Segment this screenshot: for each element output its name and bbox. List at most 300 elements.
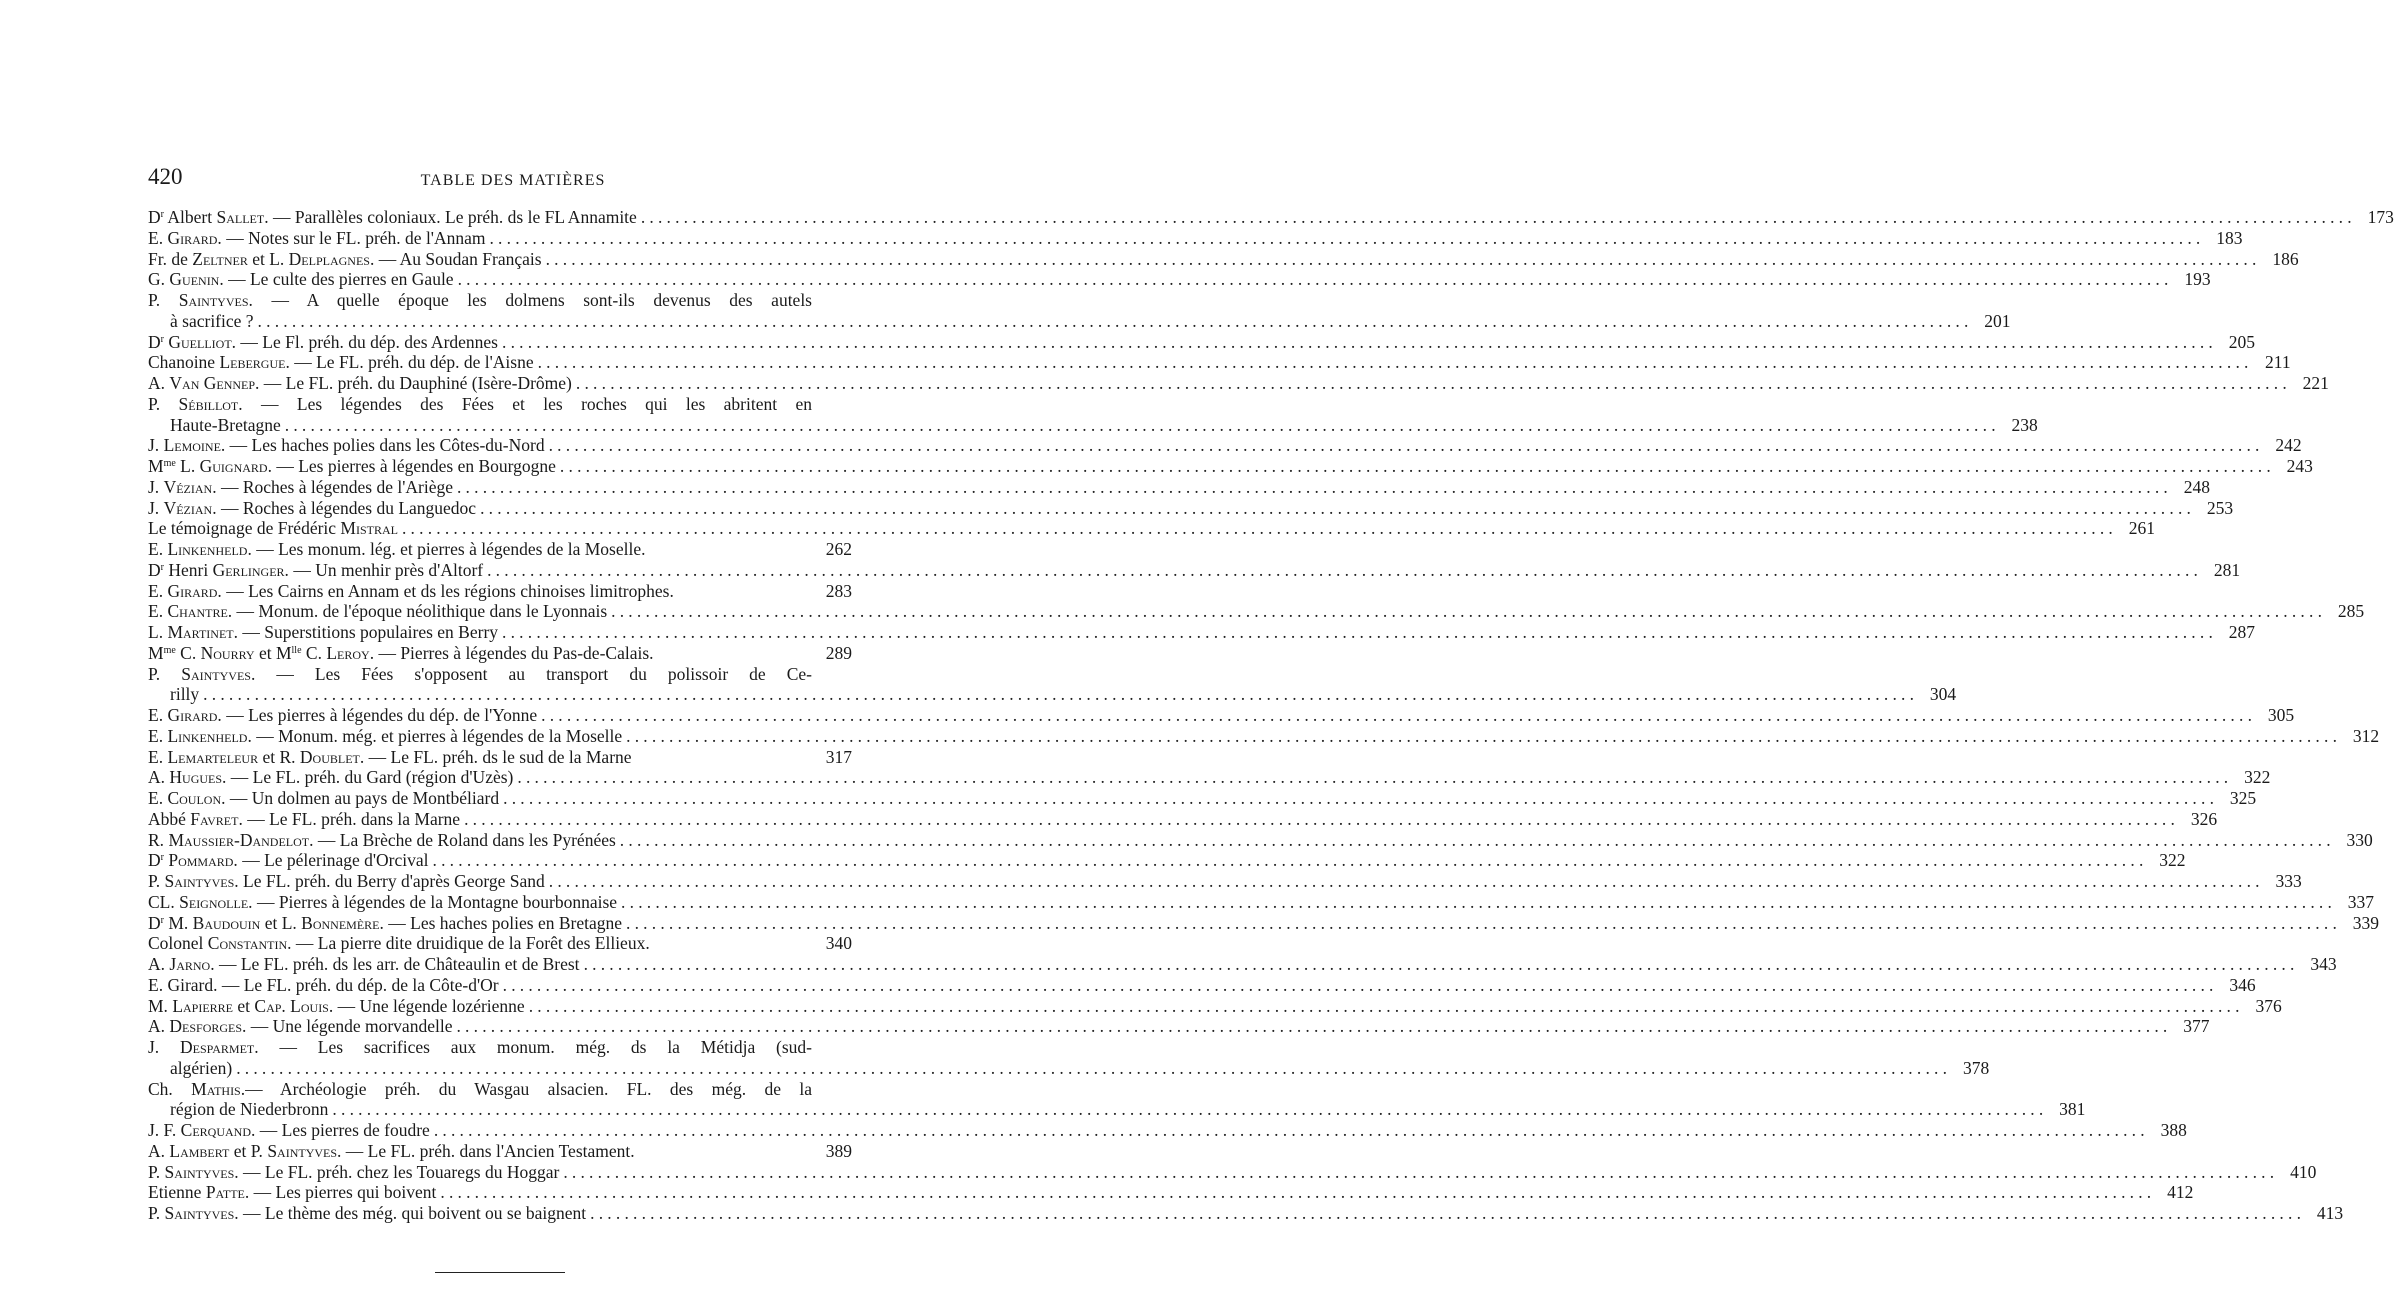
toc-entry	[148, 871, 2302, 892]
dot-leader: ........................................................................................................................................................................................................	[548, 435, 2264, 456]
author-name: Martinet.	[167, 622, 238, 642]
toc-entry	[148, 1120, 2187, 1141]
entry-line	[148, 1161, 2317, 1183]
entry-fragment: — Parallèles coloniaux. Le préh. ds le FL Annamite	[268, 207, 637, 227]
entry-text	[148, 456, 556, 477]
entry-text	[148, 788, 499, 809]
entry-line	[148, 539, 852, 560]
toc-entry	[148, 747, 852, 768]
entry-fragment: — Un menhir près d'Altorf	[288, 559, 484, 580]
entry-fragment: — Le thème des még. qui boivent ou se baignent	[238, 1203, 587, 1223]
entry-page: 183	[2216, 227, 2243, 248]
entry-page: 304	[1929, 684, 1957, 705]
entry-text	[148, 394, 852, 415]
entry-fragment: C.	[301, 642, 327, 663]
entry-text	[148, 850, 429, 871]
entry-text	[148, 332, 498, 353]
entry-text	[148, 892, 617, 913]
entry-fragment: P.	[148, 1203, 165, 1223]
entry-text	[148, 435, 545, 456]
toc-entry	[148, 248, 2299, 270]
toc-entry	[148, 1037, 1990, 1079]
dot-leader: ........................................................................................................................................................................................................	[626, 912, 2342, 933]
author-name: Guenin.	[169, 269, 224, 290]
entry-text	[148, 705, 537, 726]
entry-page: 340	[825, 933, 852, 954]
dot-leader: ........................................................................................................................................................................................................	[611, 601, 2327, 622]
author-name: Vézian.	[163, 476, 217, 497]
dot-leader: ........................................................................................................................................................................................................	[284, 414, 2000, 435]
dot-leader: ........................................................................................................................................................................................................	[583, 954, 2299, 974]
entry-fragment: M.	[163, 912, 193, 933]
dot-leader: ........................................................................................................................................................................................................	[621, 891, 2337, 912]
entry-text	[148, 477, 453, 498]
entry-line	[148, 871, 2302, 892]
entry-page: 186	[2272, 248, 2299, 269]
toc-entry	[148, 954, 2337, 975]
entry-fragment: — Un dolmen au pays de Montbéliard	[225, 788, 500, 808]
entry-fragment: — Les sacrifices aux monum. még. ds la Métidja (sud-	[258, 1037, 813, 1057]
entry-fragment: M	[148, 642, 164, 663]
toc-entry	[148, 622, 2256, 643]
entry-page: 238	[2011, 414, 2038, 435]
entry-text	[148, 207, 637, 228]
entry-continuation	[148, 1057, 1990, 1079]
entry-fragment: J.	[148, 1037, 181, 1057]
dot-leader: ........................................................................................................................................................................................................	[619, 829, 2335, 850]
author-name: Lemoine.	[163, 435, 226, 456]
entry-page: 317	[825, 746, 852, 767]
entry-fragment: — Le culte des pierres en Gaule	[223, 269, 454, 290]
entry-text: Haute-Bretagne	[170, 414, 281, 435]
footer-rule	[435, 1272, 565, 1273]
spacer	[674, 581, 814, 602]
entry-text	[148, 664, 852, 685]
author-name: Nourry	[200, 642, 255, 663]
entry-text	[148, 518, 398, 539]
dot-leader: ........................................................................................................................................................................................................	[502, 622, 2218, 642]
dot-leader: ........................................................................................................................................................................................................	[502, 974, 2218, 995]
entry-line	[148, 269, 2211, 290]
toc-entry	[148, 1203, 2344, 1224]
author-name: Leroy.	[326, 642, 375, 663]
entry-fragment: — Le FL. préh. du Gard (région d'Uzès)	[226, 767, 514, 788]
toc-entry	[148, 1182, 2194, 1203]
toc-entry	[148, 1016, 2210, 1037]
author-name: Girard.	[167, 227, 222, 248]
superscript: r	[160, 914, 164, 926]
entry-line	[148, 435, 2302, 456]
entry-fragment: CL.	[148, 891, 180, 912]
entry-line	[148, 290, 852, 311]
author-name: Patte.	[205, 1182, 250, 1203]
entry-fragment: J. F.	[148, 1120, 181, 1140]
entry-line	[148, 497, 2234, 519]
entry-text	[148, 747, 632, 768]
entry-text	[148, 767, 513, 788]
author-name: Linkenheld.	[167, 539, 252, 559]
dot-leader: ........................................................................................................................................................................................................	[456, 476, 2172, 497]
entry-line	[148, 1141, 852, 1162]
entry-continuation	[148, 1099, 2086, 1120]
dot-leader: ........................................................................................................................................................................................................	[626, 725, 2342, 746]
toc-entry	[148, 456, 2313, 477]
entry-page: 412	[2167, 1182, 2194, 1203]
entry-fragment: E.	[148, 746, 168, 767]
entry-fragment: J.	[148, 476, 164, 497]
toc-entry	[148, 808, 2218, 830]
entry-page: 262	[825, 539, 852, 559]
dot-leader: ........................................................................................................................................................................................................	[517, 767, 2233, 788]
entry-fragment: Colonel	[148, 933, 208, 954]
entry-page: 305	[2267, 705, 2295, 725]
entry-text	[148, 601, 607, 622]
entry-text	[148, 581, 674, 602]
spacer	[645, 539, 814, 560]
entry-page: 389	[825, 1140, 852, 1161]
dot-leader: ........................................................................................................................................................................................................	[464, 808, 2180, 829]
entry-page: 330	[2346, 829, 2373, 850]
entry-fragment: P.	[148, 393, 179, 414]
entry-line	[148, 664, 852, 685]
entry-page: 281	[2213, 559, 2241, 580]
entry-fragment: et R.	[258, 746, 300, 767]
entry-fragment: P.	[148, 871, 165, 891]
toc-entry	[148, 518, 2155, 539]
author-name: Bonnemère.	[301, 912, 384, 933]
toc-entry	[148, 435, 2302, 456]
dot-leader: ........................................................................................................................................................................................................	[640, 207, 2356, 227]
author-name: Lebergue.	[219, 352, 290, 373]
entry-line	[148, 581, 852, 602]
entry-line	[148, 518, 2155, 539]
entry-fragment: — A quelle époque les dolmens sont-ils devenus des autels	[252, 290, 812, 310]
entry-page: 378	[1962, 1057, 1990, 1078]
dot-leader: ........................................................................................................................................................................................................	[332, 1099, 2048, 1120]
entry-fragment: — Les haches polies en Bretagne	[383, 912, 623, 933]
dot-leader: ........................................................................................................................................................................................................	[433, 1120, 2149, 1140]
toc-entry	[148, 725, 2380, 747]
entry-fragment: A.	[148, 1140, 170, 1161]
entry-fragment: Henri	[163, 559, 213, 580]
entry-page: 333	[2275, 871, 2302, 891]
entry-fragment: L.	[148, 622, 168, 642]
entry-page: 193	[2184, 269, 2211, 290]
entry-text	[148, 249, 542, 270]
author-name: Saintyves.	[164, 1161, 239, 1182]
entry-fragment: Le FL. préh. du Berry d'après George Sand	[238, 871, 545, 891]
entry-line	[148, 808, 2218, 830]
author-name: Mistral	[340, 518, 398, 539]
entry-line	[148, 705, 2295, 726]
entry-fragment: — Les Fées s'opposent au transport du polissoir de Ce-	[255, 663, 813, 684]
entry-line	[148, 227, 2243, 249]
author-name: Van Gennep.	[169, 373, 260, 393]
toc-entry	[148, 767, 2271, 788]
entry-fragment: Etienne	[148, 1182, 206, 1203]
author-name: Gerlinger.	[212, 559, 289, 580]
author-name: Saintyves.	[267, 1140, 342, 1161]
entry-text	[148, 954, 580, 975]
toc-entry	[148, 352, 2291, 373]
entry-text	[148, 1079, 852, 1100]
author-name: Coulon.	[167, 788, 226, 808]
toc-entry	[148, 891, 2375, 913]
author-name: Saintyves.	[178, 290, 253, 310]
entry-fragment: — Roches à légendes de l'Ariège	[216, 476, 453, 497]
entry-fragment: — La pierre dite druidique de la Forêt des Ellieux.	[291, 933, 650, 954]
entry-continuation	[148, 684, 1957, 705]
toc-entry	[148, 207, 2394, 228]
entry-line	[148, 643, 852, 664]
entry-page: 376	[2255, 995, 2282, 1016]
entry-fragment: — Les pierres à légendes en Bourgogne	[271, 456, 556, 476]
author-name: Zeltner	[192, 248, 248, 269]
dot-leader: ........................................................................................................................................................................................................	[545, 248, 2261, 269]
author-name: Vézian.	[163, 497, 217, 518]
toc-entry	[148, 559, 2241, 581]
entry-line	[148, 912, 2380, 934]
entry-page: 285	[2337, 601, 2365, 622]
author-name: Chantre.	[167, 601, 233, 622]
entry-text	[148, 996, 525, 1017]
entry-line	[148, 974, 2256, 996]
toc-entry	[148, 497, 2234, 519]
toc-entry	[148, 1078, 2086, 1121]
entry-line	[148, 1016, 2210, 1037]
toc-entry	[148, 974, 2256, 996]
entry-fragment: et	[233, 995, 255, 1016]
entry-line	[148, 1182, 2194, 1203]
entry-fragment: C.	[175, 642, 201, 663]
author-name: Mathis.	[191, 1078, 246, 1099]
author-name: Desparmet.	[180, 1037, 259, 1057]
author-name: Sallet.	[216, 207, 269, 227]
entry-page: 326	[2190, 808, 2218, 829]
dot-leader: ........................................................................................................................................................................................................	[575, 373, 2291, 393]
toc-entry	[148, 373, 2329, 394]
entry-text	[148, 352, 534, 373]
entry-text: algérien)	[170, 1057, 233, 1078]
dot-leader: ........................................................................................................................................................................................................	[487, 559, 2203, 580]
entry-page: 381	[2059, 1099, 2086, 1120]
entry-text	[148, 228, 485, 249]
author-name: Favret.	[190, 808, 243, 829]
toc-entry	[148, 663, 1957, 706]
entry-fragment: D	[148, 850, 161, 871]
dot-leader: ........................................................................................................................................................................................................	[590, 1203, 2306, 1223]
entry-fragment: — Le FL. préh. dans la Marne	[242, 808, 461, 829]
entry-text	[148, 1016, 452, 1037]
author-name: Sébillot.	[178, 393, 243, 414]
entry-line	[148, 850, 2186, 871]
entry-fragment: R.	[148, 829, 169, 850]
superscript: me	[163, 644, 176, 656]
dot-leader: ........................................................................................................................................................................................................	[537, 352, 2253, 373]
entry-text	[148, 1203, 586, 1224]
entry-fragment: A.	[148, 954, 170, 974]
entry-page: 242	[2275, 435, 2302, 456]
entry-fragment: — Les pierres qui boivent	[249, 1182, 437, 1203]
entry-line	[148, 1079, 852, 1100]
spacer	[654, 643, 814, 664]
entry-fragment: A.	[148, 1016, 170, 1037]
entry-fragment: — Le FL. préh. du Dauphiné (Isère-Drôme)	[259, 373, 572, 393]
entry-fragment: — Au Soudan Français	[374, 248, 542, 269]
entry-fragment: — Le FL. préh. du dép. de l'Aisne	[289, 352, 534, 373]
toc-entry	[148, 227, 2243, 249]
spacer	[650, 933, 814, 954]
entry-continuation	[148, 310, 2011, 332]
author-name: Lapierre	[172, 995, 234, 1016]
entry-line	[148, 248, 2299, 270]
entry-fragment: D	[148, 207, 161, 227]
entry-page: 243	[2286, 456, 2313, 476]
entry-fragment: A.	[148, 767, 170, 788]
entry-fragment: — La Brèche de Roland dans les Pyrénées	[313, 829, 616, 850]
spacer	[635, 1141, 814, 1162]
entry-line	[148, 954, 2337, 975]
entry-line	[148, 1203, 2344, 1224]
superscript: lle	[291, 644, 302, 656]
entry-fragment: Chanoine	[148, 352, 220, 373]
entry-fragment: J.	[148, 497, 164, 518]
entry-page: 287	[2228, 622, 2256, 642]
entry-line	[148, 1037, 852, 1058]
entry-text	[148, 871, 545, 892]
toc-entry	[148, 788, 2257, 809]
entry-fragment: E.	[148, 227, 168, 248]
dot-leader: ........................................................................................................................................................................................................	[541, 705, 2257, 725]
superscript: me	[163, 458, 176, 469]
entry-fragment: — Monum. még. et pierres à légendes de la Moselle	[251, 725, 623, 746]
dot-leader: ........................................................................................................................................................................................................	[548, 871, 2264, 891]
entry-fragment: E.	[148, 705, 168, 725]
entry-page: 205	[2228, 331, 2255, 352]
entry-fragment: D	[148, 331, 161, 352]
entry-line	[148, 622, 2256, 643]
entry-fragment: E. Girard. — Le FL. préh. du dép. de la Côte-d'Or	[148, 974, 499, 995]
entry-line	[148, 476, 2210, 498]
entry-fragment: — Les légendes des Fées et les roches qui les abritent en	[242, 393, 813, 414]
entry-text	[148, 1120, 430, 1141]
entry-fragment: E.	[148, 788, 168, 808]
entry-text	[148, 809, 460, 830]
author-name: Baudouin	[192, 912, 261, 933]
toc-entry	[148, 1141, 852, 1162]
author-name: Lemarteleur	[167, 746, 259, 767]
author-name: Seignolle.	[179, 891, 253, 912]
entry-text	[148, 913, 622, 934]
dot-leader: ........................................................................................................................................................................................................	[457, 269, 2173, 290]
entry-fragment: — Notes sur le FL. préh. de l'Annam	[221, 227, 486, 248]
dot-leader: ........................................................................................................................................................................................................	[480, 497, 2196, 518]
entry-line	[148, 747, 852, 768]
entry-page: 377	[2183, 1016, 2210, 1037]
entry-line	[148, 373, 2329, 394]
entry-page: 322	[2159, 850, 2186, 871]
entry-fragment: — Le FL. préh. dans l'Ancien Testament.	[341, 1140, 635, 1161]
dot-leader: ........................................................................................................................................................................................................	[559, 456, 2275, 476]
dot-leader: ........................................................................................................................................................................................................	[489, 227, 2205, 248]
entry-fragment: Fr. de	[148, 248, 193, 269]
entry-text	[148, 1141, 635, 1162]
entry-fragment: et M	[254, 642, 292, 663]
entry-line	[148, 331, 2255, 353]
entry-fragment: — Le Fl. préh. du dép. des Ardennes	[236, 331, 498, 352]
entry-line	[148, 788, 2257, 809]
entry-fragment: — Le FL. préh. chez les Touaregs du Hoggar	[238, 1161, 560, 1182]
entry-fragment: J.	[148, 435, 164, 456]
dot-leader: ........................................................................................................................................................................................................	[528, 995, 2244, 1016]
entry-fragment: — Les haches polies dans les Côtes-du-Nord	[225, 435, 545, 456]
toc-entry	[148, 995, 2282, 1017]
superscript: r	[160, 333, 164, 345]
page-number: 420	[148, 164, 183, 189]
superscript: r	[160, 209, 164, 220]
author-name: Linkenheld.	[167, 725, 252, 746]
entry-fragment: — Le FL. préh. ds les arr. de Châteaulin et de Brest	[214, 954, 580, 974]
dot-leader: ........................................................................................................................................................................................................	[563, 1161, 2279, 1182]
entry-text	[148, 1162, 559, 1183]
author-name: Saintyves.	[164, 871, 239, 891]
entry-page: 261	[2128, 518, 2155, 539]
entry-text	[148, 830, 616, 851]
entry-page: 289	[825, 642, 852, 663]
entry-page: 283	[825, 580, 852, 601]
entry-page: 312	[2352, 725, 2380, 746]
entry-page: 221	[2302, 373, 2329, 393]
dot-leader: ........................................................................................................................................................................................................	[401, 518, 2117, 539]
entry-page: 413	[2316, 1203, 2344, 1223]
entry-text	[148, 933, 650, 954]
entry-text	[148, 975, 499, 996]
entry-fragment: — Pierres à légendes du Pas-de-Calais.	[374, 642, 654, 663]
author-name: Cerquand.	[180, 1120, 256, 1140]
entry-fragment: D	[148, 912, 161, 933]
entry-fragment: — Monum. de l'époque néolithique dans le Lyonnais	[232, 601, 608, 622]
entry-line	[148, 456, 2313, 477]
entry-fragment: et L.	[247, 248, 289, 269]
entry-fragment: Albert	[163, 207, 217, 227]
entry-fragment: — Les Cairns en Annam et ds les régions chinoises limitrophes.	[221, 580, 674, 601]
toc-entry	[148, 393, 2038, 436]
entry-line	[148, 207, 2394, 228]
entry-line	[148, 1120, 2187, 1141]
entry-fragment: — Pierres à légendes de la Montagne bourbonnaise	[252, 891, 618, 912]
entry-text	[148, 269, 454, 290]
author-name: Saintyves.	[181, 663, 256, 684]
entry-fragment: et P.	[229, 1140, 268, 1161]
toc-entry	[148, 1161, 2317, 1183]
entry-text	[148, 1037, 852, 1058]
entry-text: à sacrifice ?	[170, 310, 254, 331]
toc-entry	[148, 581, 852, 602]
entry-fragment: G.	[148, 269, 170, 290]
entry-page: 337	[2347, 891, 2375, 912]
entry-fragment: P.	[148, 663, 182, 684]
toc-entry	[148, 601, 2365, 622]
author-name: Girard.	[167, 580, 222, 601]
entry-fragment: — Une légende lozérienne	[333, 995, 525, 1016]
dot-leader: ........................................................................................................................................................................................................	[203, 684, 1919, 705]
entry-page: 346	[2229, 974, 2256, 995]
entry-continuation	[148, 414, 2038, 436]
entry-line	[148, 933, 852, 954]
author-name: Girard.	[167, 705, 222, 725]
dot-leader: ........................................................................................................................................................................................................	[236, 1057, 1952, 1078]
superscript: r	[160, 852, 164, 864]
